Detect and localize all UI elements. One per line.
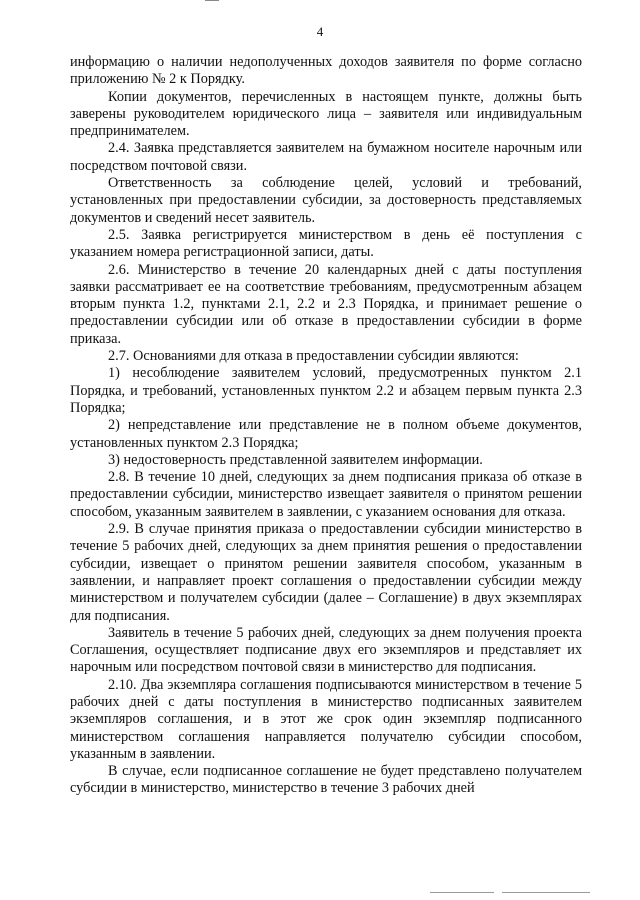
paragraph-2: Копии документов, перечисленных в настоящем пункте, должны быть заверены руководителем юридического лица – заявителя или индивидуальным предпринимателем. <box>70 88 582 140</box>
paragraph-15: В случае, если подписанное соглашение не будет представлено получателем субсидии в министерство, министерство в течение 3 рабочих дней <box>70 763 582 797</box>
page-number: 4 <box>316 24 324 39</box>
paragraph-4: Ответственность за соблюдение целей, условий и требований, установленных при предоставлении субсидии, за достоверность представляемых документов и сведений несет заявитель. <box>70 175 582 226</box>
paragraph-3: 2.4. Заявка представляется заявителем на бумажном носителе нарочным или посредством почтовой связи. <box>70 140 582 174</box>
paragraph-5: 2.5. Заявка регистрируется министерством в день её поступления с указанием номера регистрационной записи, даты. <box>70 226 582 261</box>
scan-mark-top <box>205 0 219 1</box>
paragraph-12: 2.9. В случае принятия приказа о предоставлении субсидии министерство в течение 5 рабочих дней, следующих за днем принятия решения о предоставлении субсидии, извещает о принятом решении заявителя способом, указанным в заявлении, и направляет проект соглашения о предоставлении субсидии между министерством и получателем субсидии (далее – Соглашение) в двух экземплярах для подписания. <box>70 521 582 624</box>
paragraph-1: информацию о наличии недополученных доходов заявителя по форме согласно приложению № 2 к Порядку. <box>70 54 582 88</box>
paragraph-7: 2.7. Основаниями для отказа в предоставлении субсидии являются: <box>108 348 519 365</box>
paragraph-10: 3) недостоверность представленной заявителем информации. <box>108 451 483 468</box>
paragraph-8: 1) несоблюдение заявителем условий, предусмотренных пунктом 2.1 Порядка, и требований, установленных пунктом 2.2 и абзацем первым пункта 2.3 Порядка; <box>70 365 582 416</box>
paragraph-6: 2.6. Министерство в течение 20 календарных дней с даты поступления заявки рассматривает ее на соответствие требованиям, предусмотренным абзацем вторым пункта 1.2, пунктами 2.1, 2.2 и 2.3 Порядка, и принимает решение о предоставлении субсидии или об отказе в предоставлении субсидии в форме приказа. <box>70 261 582 347</box>
paragraph-9: 2) непредставление или представление не в полном объеме документов, установленных пунктом 2.3 Порядка; <box>70 417 582 451</box>
scan-mark-bottom <box>430 892 590 893</box>
paragraph-13: Заявитель в течение 5 рабочих дней, следующих за днем получения проекта Соглашения, осуществляет подписание двух его экземпляров и представляет их нарочным или посредством почтовой связи в министерство для подписания. <box>70 624 582 676</box>
paragraph-11: 2.8. В течение 10 дней, следующих за днем подписания приказа об отказе в предоставлении субсидии, министерство извещает заявителя о принятом решении способом, указанным заявителем в заявлении, с указанием основания для отказа. <box>70 469 582 520</box>
document-body <box>70 54 582 798</box>
paragraph-14: 2.10. Два экземпляра соглашения подписываются министерством в течение 5 рабочих дней с даты поступления в министерство подписанных заявителем экземпляров соглашения, и в этот же срок один экземпляр подписанного министерством соглашения направляется получателю субсидии способом, указанным в заявлении. <box>70 676 582 762</box>
